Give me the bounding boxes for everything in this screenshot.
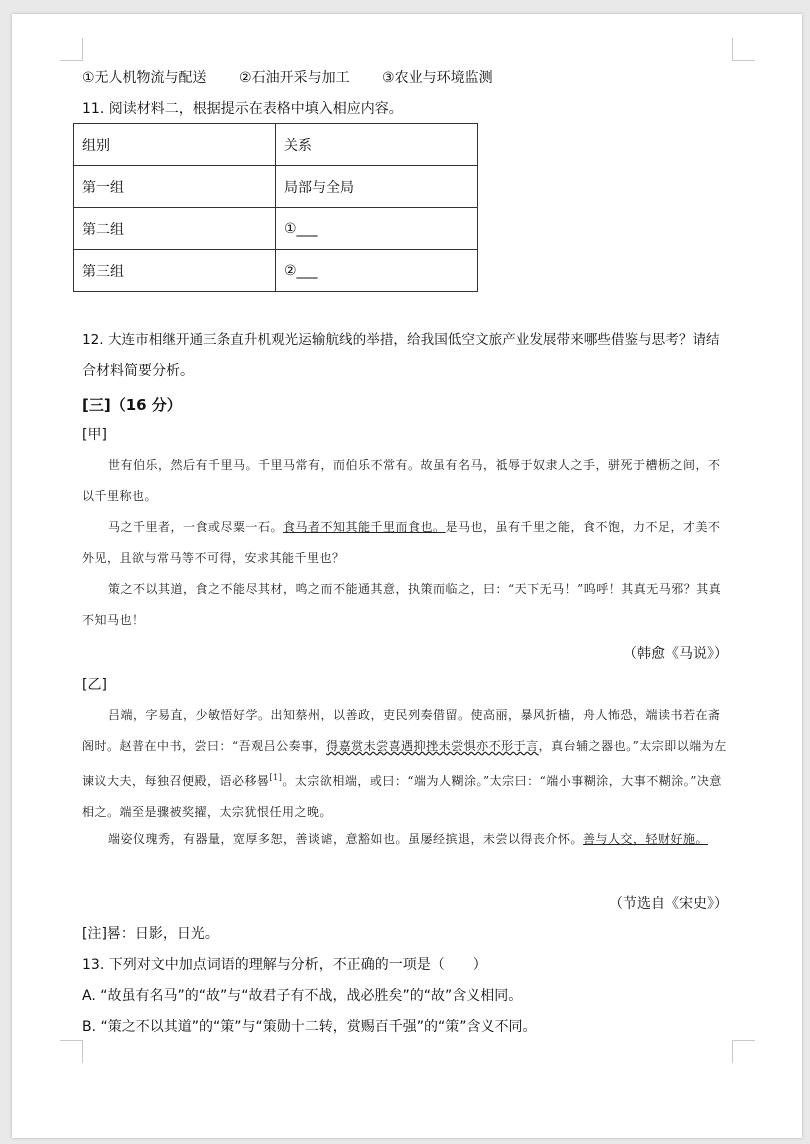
document-page — [12, 14, 802, 1138]
crop-mark-top-left — [60, 38, 83, 61]
table-row — [74, 166, 478, 208]
table-cell: 第二组 — [74, 208, 276, 250]
table-header-row — [74, 124, 478, 166]
passage-jia-paragraph-3: 策之不以其道，食之不能尽其材，鸣之而不能通其意，执策而临之，曰：“天下无马！”呜呼！其真无马邪？其真不知马也！ — [82, 582, 722, 627]
option-1: ①无人机物流与配送 — [82, 70, 207, 86]
passage-text: 吕端，字易直，少敏悟好学。出知蔡州，以善政，吏民列奏借留。使高丽，暴风折樯，舟人怖恐，端读书若在斋阁时。赵普在中书，尝曰：“吾观吕公奏事， — [82, 708, 721, 753]
table-row — [74, 250, 478, 292]
table-cell: 局部与全局 — [276, 166, 478, 208]
passage-jia-label: [甲] — [82, 427, 107, 443]
table-header-cell: 关系 — [276, 124, 478, 166]
table-cell: ①___ — [276, 208, 478, 250]
table-cell: 第一组 — [74, 166, 276, 208]
underlined-sentence: 善与人交，轻财好施。 — [583, 832, 709, 846]
passage-yi-paragraph-1 — [82, 700, 728, 828]
crop-mark-bottom-right — [732, 1040, 755, 1063]
question-12 — [82, 325, 728, 387]
table-cell: ②___ — [276, 250, 478, 292]
passage-jia-source: （韩愈《马说》） — [623, 646, 728, 662]
passage-yi-source: （节选自《宋史》） — [609, 896, 728, 912]
footnote: [注]晷：日影，日光。 — [82, 926, 219, 942]
question-13-option-b: B. “策之不以其道”的“策”与“策勋十二转，赏赐百千强”的“策”含义不同。 — [82, 1019, 537, 1035]
passage-text: ，真台辅之器也。”太宗即以端为左谏议大夫，每独召便殿，语必移晷 — [82, 739, 727, 788]
passage-yi-paragraph-2 — [82, 824, 728, 855]
answer-table — [73, 123, 478, 292]
wavy-underlined-sentence: 得嘉赏未尝喜遇抑挫未尝惧亦不形于言 — [326, 739, 539, 753]
passage-yi-label: [乙] — [82, 677, 107, 693]
passage-jia-paragraph-1: 世有伯乐，然后有千里马。千里马常有，而伯乐不常有。故虽有名马，祗辱于奴隶人之手，骈死于槽枥之间，不以千里称也。 — [82, 458, 721, 503]
option-list — [82, 69, 521, 87]
question-12-line-1: 12. 大连市相继开通三条直升机观光运输航线的举措，给我国低空文旅产业发展带来哪些借鉴与思考？请结 — [82, 332, 720, 348]
question-12-line-2: 合材料简要分析。 — [82, 363, 194, 379]
footnote-mark: [1] — [269, 773, 283, 782]
section-title: [三]（16 分） — [82, 396, 182, 414]
passage-text: 端姿仪瑰秀，有器量，宽厚多恕，善谈谑，意豁如也。虽屡经摈退，未尝以得丧介怀。 — [108, 832, 584, 846]
option-2: ②石油开采与加工 — [239, 70, 350, 86]
question-13-option-a: A. “故虽有名马”的“故”与“故君子有不战，战必胜矣”的“故”含义相同。 — [82, 988, 523, 1004]
table-cell: 第三组 — [74, 250, 276, 292]
question-13: 13. 下列对文中加点词语的理解与分析，不正确的一项是（ ） — [82, 957, 487, 973]
underlined-sentence: 食马者不知其能千里而食也。 — [283, 520, 446, 534]
table-header-cell: 组别 — [74, 124, 276, 166]
passage-text: 。太宗欲相端，或曰：“端为人糊涂。”太宗曰：“端小事糊涂，大事不糊涂。”决意相之。端至是骤被奖擢，太宗犹恨任用之晚。 — [82, 774, 722, 819]
passage-text: 是马也，虽有千里之能，食不饱，力不足，才美不外见，且欲与常马等不可得，安求其能千里也？ — [82, 520, 721, 565]
passage-text: 马之千里者，一食或尽粟一石。 — [108, 520, 284, 534]
crop-mark-top-right — [732, 38, 755, 61]
question-11: 11. 阅读材料二，根据提示在表格中填入相应内容。 — [82, 101, 403, 117]
option-3: ③农业与环境监测 — [382, 70, 493, 86]
table-row — [74, 208, 478, 250]
passage-jia-paragraph-2 — [82, 512, 728, 574]
crop-mark-bottom-left — [60, 1040, 83, 1063]
